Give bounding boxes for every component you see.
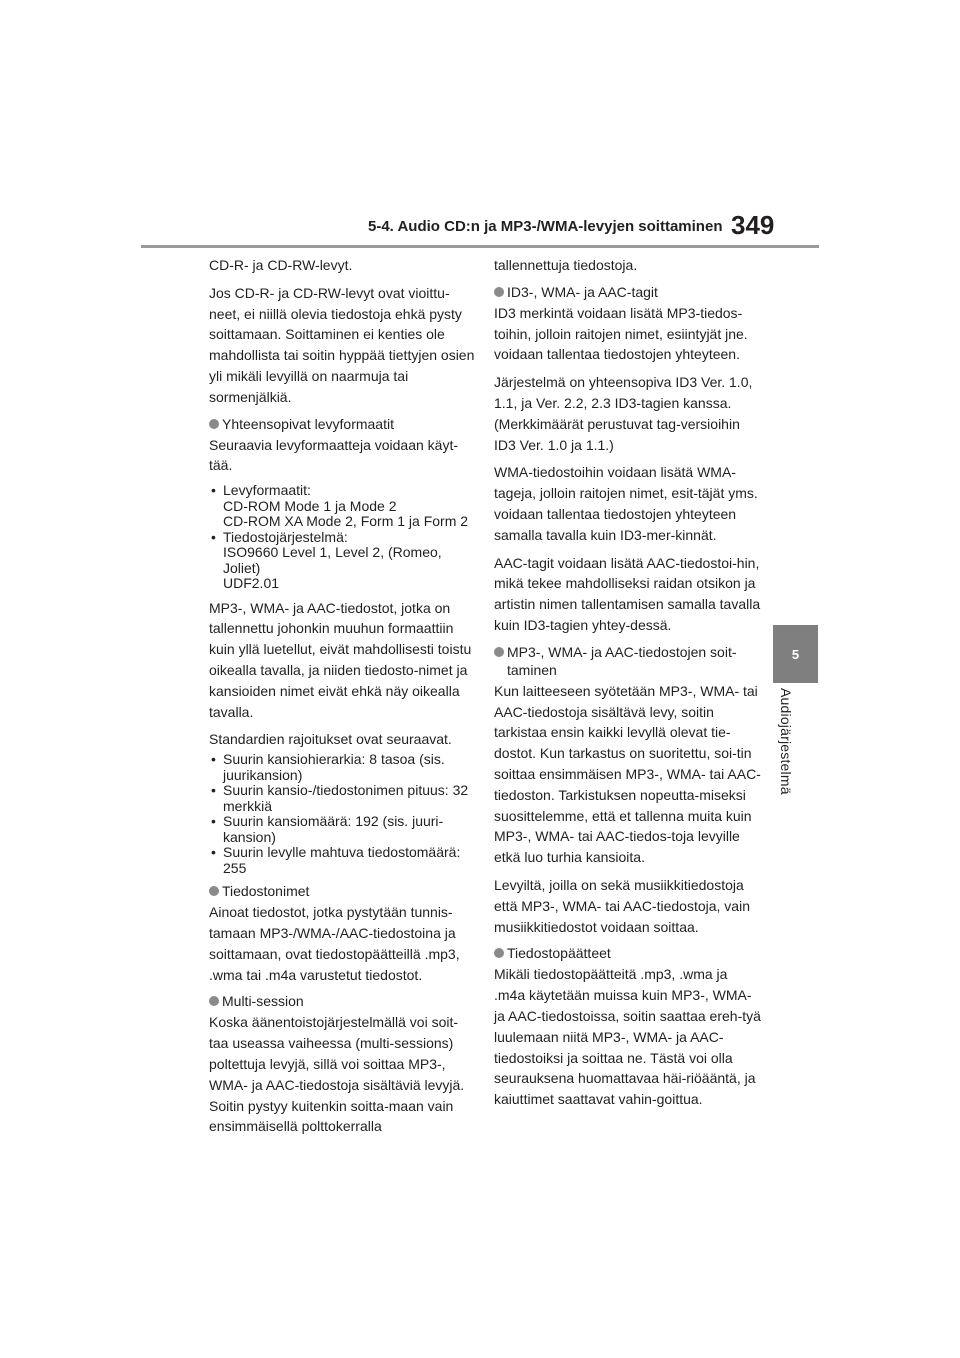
bullet-list [209, 483, 477, 592]
right-column [494, 255, 762, 1117]
section-heading: Tiedostonimet [209, 882, 477, 900]
paragraph: Kun laitteeseen syötetään MP3-, WMA- tai AAC-tiedostoja sisältävä levy, soitin tarkistaa ensin kaikki levyllä olevat tie-dostot. Kun tarkastus on suoritettu, soi-tin soittaa ensimmäisen MP3-, WMA- tai AAC-tiedoston. Tarkistuksen nopeutta-miseksi suosittelemme, että et tallenna muita kuin MP3-, WMA- tai AAC-tiedos-toja levyille etkä luo turhia kansioita. [494, 682, 761, 866]
list-item: • Suurin levylle mahtuva tiedostomäärä: 255 [209, 845, 477, 876]
paragraph: AAC-tagit voidaan lisätä AAC-tiedostoi-hin, mikä tekee mahdolliseksi raidan otsikon ja artistin nimen tallentamisen samalla tavalla kuin ID3-tagien yhtey-dessä. [494, 554, 761, 633]
paragraph: tallennettuja tiedostoja. [494, 257, 638, 273]
paragraph: Mikäli tiedostopäätteitä .mp3, .wma ja .m4a käytetään muissa kuin MP3-, WMA- ja AAC-tiedostoissa, soitin saattaa ereh-tyä luulemaan niitä MP3-, WMA- ja AAC-tiedostoiksi ja soittaa ne. Tästä voi olla seurauksena huomattavaa häi-riöääntä, ja kaiuttimet saattavat vahin-goittua. [494, 966, 761, 1108]
paragraph: Järjestelmä on yhteensopiva ID3 Ver. 1.0, 1.1, ja Ver. 2.2, 2.3 ID3-tagien kanssa. (Merkkimäärät perustuvat tag-versioihin ID3 Ver. 1.0 ja 1.1.) [494, 374, 753, 453]
paragraph: MP3-, WMA- ja AAC-tiedostot, jotka on tallennettu johonkin muuhun formaattiin kuin yllä luetellut, eivät mahdollisesti toistu oikealla tavalla, ja niiden tiedosto-nimet ja kansioiden nimet eivät ehkä näy oikealla tavalla. [209, 599, 472, 720]
list-item: • Suurin kansio-/tiedostonimen pituus: 32 merkkiä [209, 783, 477, 814]
circle-bullet-icon [494, 647, 504, 657]
paragraph: Standardien rajoitukset ovat seuraavat. [209, 731, 452, 748]
circle-bullet-icon [494, 948, 504, 958]
paragraph: Jos CD-R- ja CD-RW-levyt ovat vioittu-neet, ei niillä olevia tiedostoja ehkä pysty soittamaan. Soittaminen ei kenties ole mahdollista tai soitin hyppää tiettyjen osien yli mikäli levyillä on naarmuja tai sormenjälkiä. [209, 284, 475, 405]
list-item: • Suurin kansiomäärä: 192 (sis. juuri-kansion) [209, 814, 477, 845]
section-title: 5-4. Audio CD:n ja MP3-/WMA-levyjen soittaminen [368, 218, 723, 235]
circle-bullet-icon [209, 996, 219, 1006]
paragraph: CD-R- ja CD-RW-levyt. [209, 257, 353, 273]
list-item: • Levyformaatit: CD-ROM Mode 1 ja Mode 2 CD-ROM XA Mode 2, Form 1 ja Form 2 [209, 483, 477, 530]
left-column [209, 255, 477, 1144]
section-heading: Multi-session [209, 992, 477, 1010]
paragraph: Ainoat tiedostot, jotka pystytään tunnis-tamaan MP3-/WMA-/AAC-tiedostoina ja soittamaan, ovat tiedostopäätteillä .mp3, .wma tai .m4a varustetut tiedostot. [209, 904, 460, 983]
chapter-number: 5 [791, 646, 800, 662]
paragraph: Levyiltä, joilla on sekä musiikkitiedostoja että MP3-, WMA- tai AAC-tiedostoja, vain musiikkitiedostot voidaan soittaa. [494, 876, 750, 935]
bullet-list [209, 752, 477, 876]
list-item: • Tiedostojärjestelmä: ISO9660 Level 1, Level 2, (Romeo, Joliet) UDF2.01 [209, 530, 477, 592]
circle-bullet-icon [209, 886, 219, 896]
chapter-tab[interactable] [773, 625, 818, 683]
paragraph: ID3 merkintä voidaan lisätä MP3-tiedos-toihin, jolloin raitojen nimet, esiintyjät jne. voidaan tallentaa tiedostojen yhteyteen. [494, 304, 748, 363]
section-heading: MP3-, WMA- ja AAC-tiedostojen soit-taminen [494, 643, 762, 679]
page-number: 349 [731, 210, 775, 240]
circle-bullet-icon [209, 419, 219, 429]
circle-bullet-icon [494, 287, 504, 297]
section-heading: ID3-, WMA- ja AAC-tagit [494, 283, 762, 301]
chapter-label: Audiojärjestelmä [778, 688, 794, 795]
paragraph: WMA-tiedostoihin voidaan lisätä WMA-tageja, jolloin raitojen nimet, esit-täjät yms. voidaan tallentaa tiedostojen yhteyteen samalla tavalla kuin ID3-mer-kinnät. [494, 464, 758, 543]
header-divider [141, 245, 819, 248]
list-item: • Suurin kansiohierarkia: 8 tasoa (sis. juurikansion) [209, 752, 477, 783]
section-heading: Tiedostopäätteet [494, 944, 762, 962]
paragraph: Koska äänentoistojärjestelmällä voi soit-taa useassa vaiheessa (multi-sessions) poltettuja levyjä, sillä voi soittaa MP3-, WMA- ja AAC-tiedostoja sisältäviä levyjä. Soitin pystyy kuitenkin soitta-maan vain ensimmäisellä polttokerralla [209, 1014, 465, 1135]
paragraph: Seuraavia levyformaatteja voidaan käyt-tää. [209, 436, 459, 474]
section-heading: Yhteensopivat levyformaatit [209, 415, 477, 433]
